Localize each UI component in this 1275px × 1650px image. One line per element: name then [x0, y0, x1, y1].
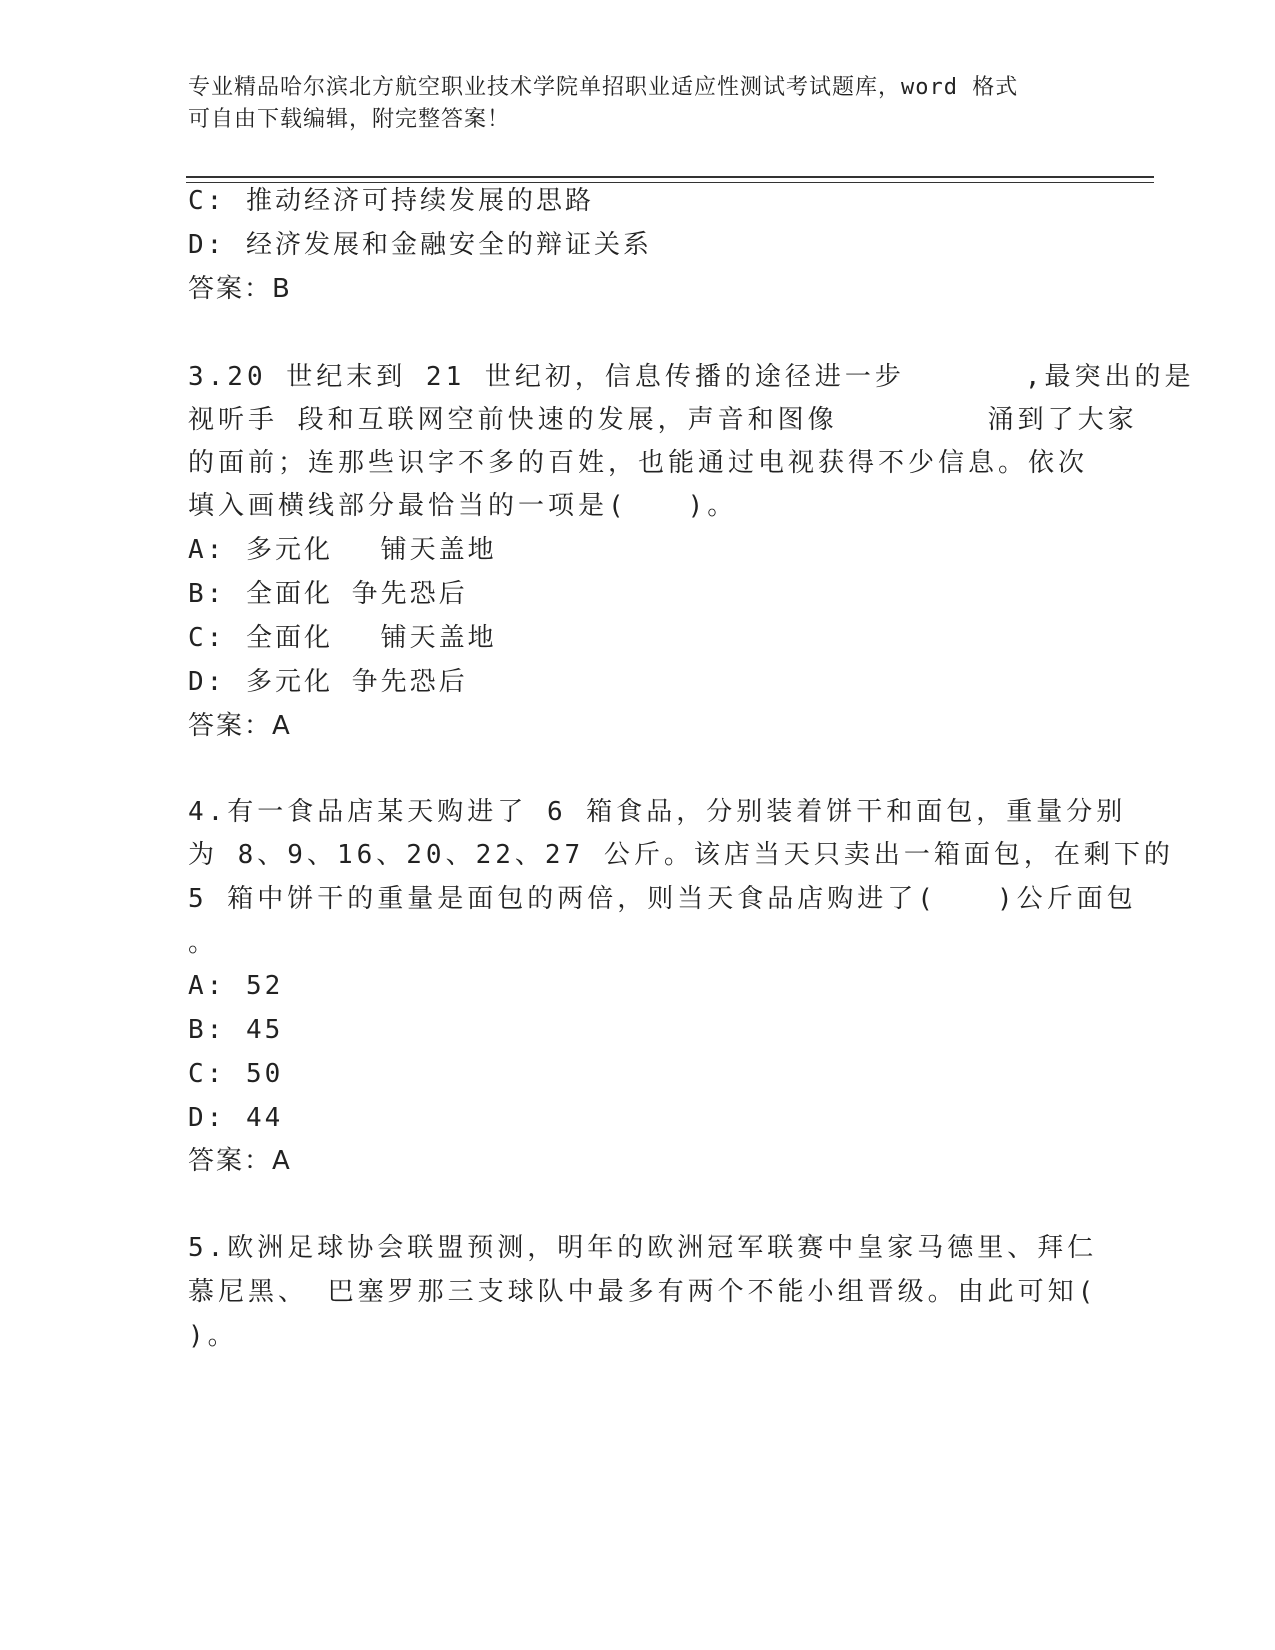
option-text: 50 — [246, 1059, 284, 1089]
option-letter: B: — [188, 579, 226, 609]
option-letter: A: — [188, 971, 226, 1001]
header-line-1: 专业精品哈尔滨北方航空职业技术学院单招职业适应性测试考试题库，word 格式 — [188, 75, 1019, 100]
option-c — [188, 1057, 283, 1091]
question-stem-line: 5 箱中饼干的重量是面包的两倍，则当天食品店购进了( )公斤面包 — [188, 884, 1137, 914]
option-letter: C: — [188, 623, 226, 653]
question-stem-line: 4.有一食品店某天购进了 6 箱食品，分别装着饼干和面包，重量分别 — [188, 797, 1127, 827]
answer-label: 答案：A — [188, 1146, 292, 1176]
document-header — [188, 72, 1068, 136]
answer-label: 答案：A — [188, 711, 292, 741]
option-b — [188, 1013, 283, 1047]
option-letter: C: — [188, 1059, 226, 1089]
option-text: 经济发展和金融安全的辩证关系 — [246, 230, 653, 260]
question-stem-line: 的面前；连那些识字不多的百姓，也能通过电视获得不少信息。依次 — [188, 448, 1089, 478]
option-text: 45 — [246, 1015, 284, 1045]
option-text: 52 — [246, 971, 284, 1001]
option-a — [188, 533, 497, 567]
option-letter: C: — [188, 186, 226, 216]
option-letter: D: — [188, 230, 226, 260]
option-letter: B: — [188, 1015, 226, 1045]
option-a — [188, 969, 283, 1003]
question-stem-line: 3.20 世纪末到 21 世纪初，信息传播的途径进一步 ,最突出的是 — [188, 362, 1195, 392]
option-d — [188, 665, 468, 699]
option-letter: A: — [188, 535, 226, 565]
question-stem-line: )。 — [188, 1321, 238, 1351]
option-letter: D: — [188, 667, 226, 697]
answer-label: 答案：B — [188, 274, 292, 304]
question-stem-line: 为 8、9、16、20、22、27 公斤。该店当天只卖出一箱面包，在剩下的 — [188, 840, 1174, 870]
option-text: 多元化 铺天盖地 — [246, 535, 497, 565]
option-b — [188, 577, 468, 611]
header-rule-thick — [186, 176, 1154, 178]
option-text: 44 — [246, 1103, 284, 1133]
option-text: 全面化 铺天盖地 — [246, 623, 497, 653]
option-text: 推动经济可持续发展的思路 — [246, 186, 595, 216]
question-stem-line: 。 — [188, 928, 219, 958]
question-stem-line: 5.欧洲足球协会联盟预测，明年的欧洲冠军联赛中皇家马德里、拜仁 — [188, 1233, 1098, 1263]
header-rule-thin — [186, 182, 1154, 183]
question-stem-line: 视听手 段和互联网空前快速的发展，声音和图像 涌到了大家 — [188, 405, 1138, 435]
option-text: 多元化 争先恐后 — [246, 667, 468, 697]
option-text: 全面化 争先恐后 — [246, 579, 468, 609]
option-c — [188, 184, 594, 218]
question-stem-line: 填入画横线部分最恰当的一项是( )。 — [188, 491, 738, 521]
option-d — [188, 1101, 283, 1135]
header-line-2: 可自由下载编辑，附完整答案！ — [188, 107, 511, 132]
option-d — [188, 228, 652, 262]
option-letter: D: — [188, 1103, 226, 1133]
question-stem-line: 慕尼黑、 巴塞罗那三支球队中最多有两个不能小组晋级。由此可知( — [188, 1277, 1098, 1307]
option-c — [188, 621, 497, 655]
